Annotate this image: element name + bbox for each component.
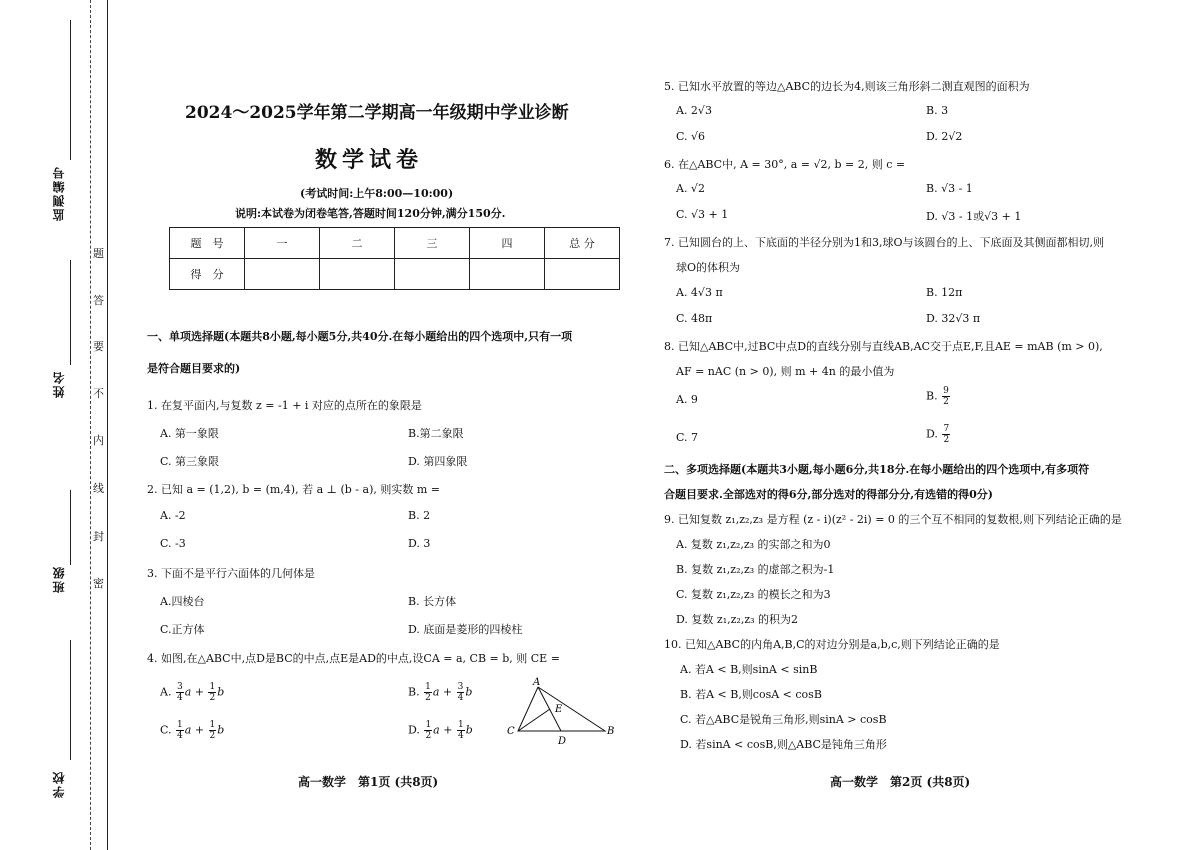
q8-option-c: C. 7	[676, 431, 699, 444]
q10-option-d: D. 若sinA < cosB,则△ABC是钝角三角形	[680, 738, 887, 751]
field-id-label: 监测编号	[52, 165, 66, 221]
question-5: 5. 已知水平放置的等边△ABC的边长为4,则该三角形斜二测直观图的面积为	[664, 80, 1030, 93]
q7-option-b: B. 12π	[926, 286, 963, 299]
field-line-class	[70, 490, 71, 565]
q10-option-c: C. 若△ABC是锐角三角形,则sinA > cosB	[680, 713, 887, 726]
q1-option-c: C. 第三象限	[160, 455, 220, 468]
q7-option-a: A. 4√3 π	[676, 286, 723, 299]
question-6: 6. 在△ABC中, A = 30°, a = √2, b = 2, 则 c =	[664, 158, 906, 171]
score-header-cell: 总 分	[545, 228, 620, 259]
fraction: $\frac{3}{4}$	[176, 682, 183, 703]
fig-label-a: A	[533, 677, 541, 688]
seal-char: 内	[93, 434, 104, 447]
seal-char: 密	[93, 577, 104, 590]
score-header-row	[170, 228, 620, 259]
q6-option-a: A. √2	[676, 182, 705, 195]
score-cell[interactable]	[320, 259, 395, 290]
fraction: $\frac{1}{4}$	[177, 720, 183, 741]
q7-option-d: D. 32√3 π	[926, 312, 981, 325]
q4-option-a: A. $\frac{3}{4}$ a + $\frac{1}{2}$ b	[160, 682, 225, 703]
page2-footer: 高一数学 第2页 (共8页)	[830, 775, 971, 789]
score-cell[interactable]	[470, 259, 545, 290]
q2-option-c: C. -3	[160, 537, 186, 550]
exam-time: (考试时间:上午8:00—10:00)	[300, 187, 454, 200]
question-8: 8. 已知△ABC中,过BC中点D的直线分别与直线AB,AC交于点E,F,且AE = mAB (m > 0),	[664, 340, 1103, 353]
fraction-den: 2	[943, 397, 949, 407]
q1-option-a: A. 第一象限	[160, 427, 219, 440]
q9-option-c: C. 复数 z₁,z₂,z₃ 的模长之和为3	[676, 588, 831, 601]
field-line-school	[70, 640, 71, 760]
question-9: 9. 已知复数 z₁,z₂,z₃ 是方程 (z - i)(z² - 2i) = 0 的三个互不相同的复数根,则下列结论正确的是	[664, 513, 1122, 526]
score-row-label: 得 分	[170, 259, 245, 290]
q4-option-a-label: A.	[160, 685, 172, 699]
q4-option-c-label: C.	[160, 723, 172, 737]
q5-option-b: B. 3	[926, 104, 949, 117]
q3-option-a: A.四棱台	[160, 595, 205, 608]
seal-char: 要	[93, 340, 104, 353]
q8-option-d	[926, 424, 951, 445]
fig-label-e: E	[555, 704, 563, 715]
seal-char: 线	[93, 482, 104, 495]
score-cell[interactable]	[545, 259, 620, 290]
exam-note: 说明:本试卷为闭卷笔答,答题时间120分钟,满分150分.	[235, 207, 506, 220]
q4-option-c: C. $\frac{1}{4}$ a + $\frac{1}{2}$ b	[160, 720, 225, 741]
subject-title: 数学试卷	[315, 147, 424, 173]
score-header-cell: 三	[395, 228, 470, 259]
score-header-cell: 二	[320, 228, 395, 259]
q7-option-c: C. 48π	[676, 312, 713, 325]
q8-option-b	[926, 386, 951, 407]
fraction: $\frac{1}{4}$	[457, 720, 464, 741]
q1-option-d: D. 第四象限	[408, 455, 468, 468]
q8-option-b-label: B.	[926, 389, 938, 403]
q10-option-b: B. 若A < B,则cosA < cosB	[680, 688, 822, 701]
q6-option-c: C. √3 + 1	[676, 208, 729, 221]
field-class-label: 班级	[52, 565, 66, 593]
q4-option-b: B. $\frac{1}{2}$ a + $\frac{3}{4}$ b	[408, 682, 473, 703]
score-table	[169, 227, 620, 290]
score-header-cell: 题 号	[170, 228, 245, 259]
q5-option-a: A. 2√3	[676, 104, 712, 117]
question-7-cont: 球O的体积为	[676, 261, 741, 274]
question-1: 1. 在复平面内,与复数 z = -1 + i 对应的点所在的象限是	[147, 399, 422, 412]
cut-line	[90, 0, 91, 850]
q5-option-d: D. 2√2	[926, 130, 963, 143]
page1-footer: 高一数学 第1页 (共8页)	[298, 775, 439, 789]
section1-heading-cont: 是符合题目要求的)	[147, 362, 241, 375]
section2-heading: 二、多项选择题(本题共3小题,每小题6分,共18分.在每小题给出的四个选项中,有多项符	[664, 463, 1090, 476]
q6-option-b: B. √3 - 1	[926, 182, 973, 195]
triangle-figure	[500, 675, 625, 750]
q9-option-a: A. 复数 z₁,z₂,z₃ 的实部之和为0	[676, 538, 831, 551]
fraction: $\frac{1}{2}$	[425, 720, 432, 741]
question-3: 3. 下面不是平行六面体的几何体是	[147, 567, 315, 580]
fraction	[942, 386, 950, 407]
field-line-name	[70, 260, 71, 365]
score-header-cell: 一	[245, 228, 320, 259]
seal-char: 答	[93, 294, 104, 307]
field-name-label: 姓名	[52, 370, 66, 398]
fig-label-d: D	[558, 736, 567, 747]
q6-option-d: D. √3 - 1或√3 + 1	[926, 210, 1022, 223]
q3-option-b: B. 长方体	[408, 595, 457, 608]
field-line-id	[70, 20, 71, 160]
q9-option-d: D. 复数 z₁,z₂,z₃ 的积为2	[676, 613, 799, 626]
fraction: $\frac{1}{2}$	[209, 682, 216, 703]
question-10: 10. 已知△ABC的内角A,B,C的对边分别是a,b,c,则下列结论正确的是	[664, 638, 1000, 651]
fraction: $\frac{1}{2}$	[209, 720, 216, 741]
fraction-num: 9	[943, 386, 949, 396]
fraction	[942, 424, 950, 445]
binding-margin	[0, 0, 120, 850]
q2-option-d: D. 3	[408, 537, 431, 550]
q3-option-c: C.正方体	[160, 623, 205, 636]
q4-option-d-label: D.	[408, 723, 420, 737]
question-8-cont: AF = nAC (n > 0), 则 m + 4n 的最小值为	[676, 365, 895, 378]
section2-heading-cont: 合题目要求.全部选对的得6分,部分选对的得部分分,有选错的得0分)	[664, 488, 993, 501]
score-value-row	[170, 259, 620, 290]
score-cell[interactable]	[245, 259, 320, 290]
fraction: $\frac{3}{4}$	[457, 682, 464, 703]
seal-char: 题	[93, 247, 104, 260]
q2-option-a: A. -2	[160, 509, 186, 522]
seal-char: 封	[93, 530, 104, 543]
q10-option-a: A. 若A < B,则sinA < sinB	[680, 663, 818, 676]
q4-option-d: D. $\frac{1}{2}$ a + $\frac{1}{4}$ b	[408, 720, 473, 741]
fraction-den: 2	[943, 435, 950, 445]
section1-heading: 一、单项选择题(本题共8小题,每小题5分,共40分.在每小题给出的四个选项中,只有一项	[147, 330, 573, 343]
seal-line	[107, 0, 108, 850]
question-2: 2. 已知 a = (1,2), b = (m,4), 若 a ⊥ (b - a), 则实数 m =	[147, 483, 440, 496]
q8-option-d-label: D.	[926, 427, 938, 441]
fraction-num: 7	[943, 424, 950, 434]
q3-option-d: D. 底面是菱形的四棱柱	[408, 623, 523, 636]
seal-char: 不	[93, 387, 104, 400]
fig-label-b: B	[607, 726, 615, 737]
q9-option-b: B. 复数 z₁,z₂,z₃ 的虚部之积为-1	[676, 563, 835, 576]
question-4: 4. 如图,在△ABC中,点D是BC的中点,点E是AD的中点,设CA = a, CB = b, 则 CE =	[147, 652, 560, 665]
field-school-label: 学校	[52, 770, 66, 798]
question-7: 7. 已知圆台的上、下底面的半径分别为1和3,球O与该圆台的上、下底面及其侧面都相切,则	[664, 236, 1104, 249]
score-cell[interactable]	[395, 259, 470, 290]
fraction: $\frac{1}{2}$	[425, 682, 431, 703]
fig-label-c: C	[507, 726, 515, 737]
score-header-cell: 四	[470, 228, 545, 259]
q2-option-b: B. 2	[408, 509, 431, 522]
exam-title: 2024～2025学年第二学期高一年级期中学业诊断	[185, 103, 569, 123]
q1-option-b: B.第二象限	[408, 427, 464, 440]
q5-option-c: C. √6	[676, 130, 706, 143]
q8-option-a: A. 9	[676, 393, 698, 406]
q4-option-b-label: B.	[408, 685, 420, 699]
